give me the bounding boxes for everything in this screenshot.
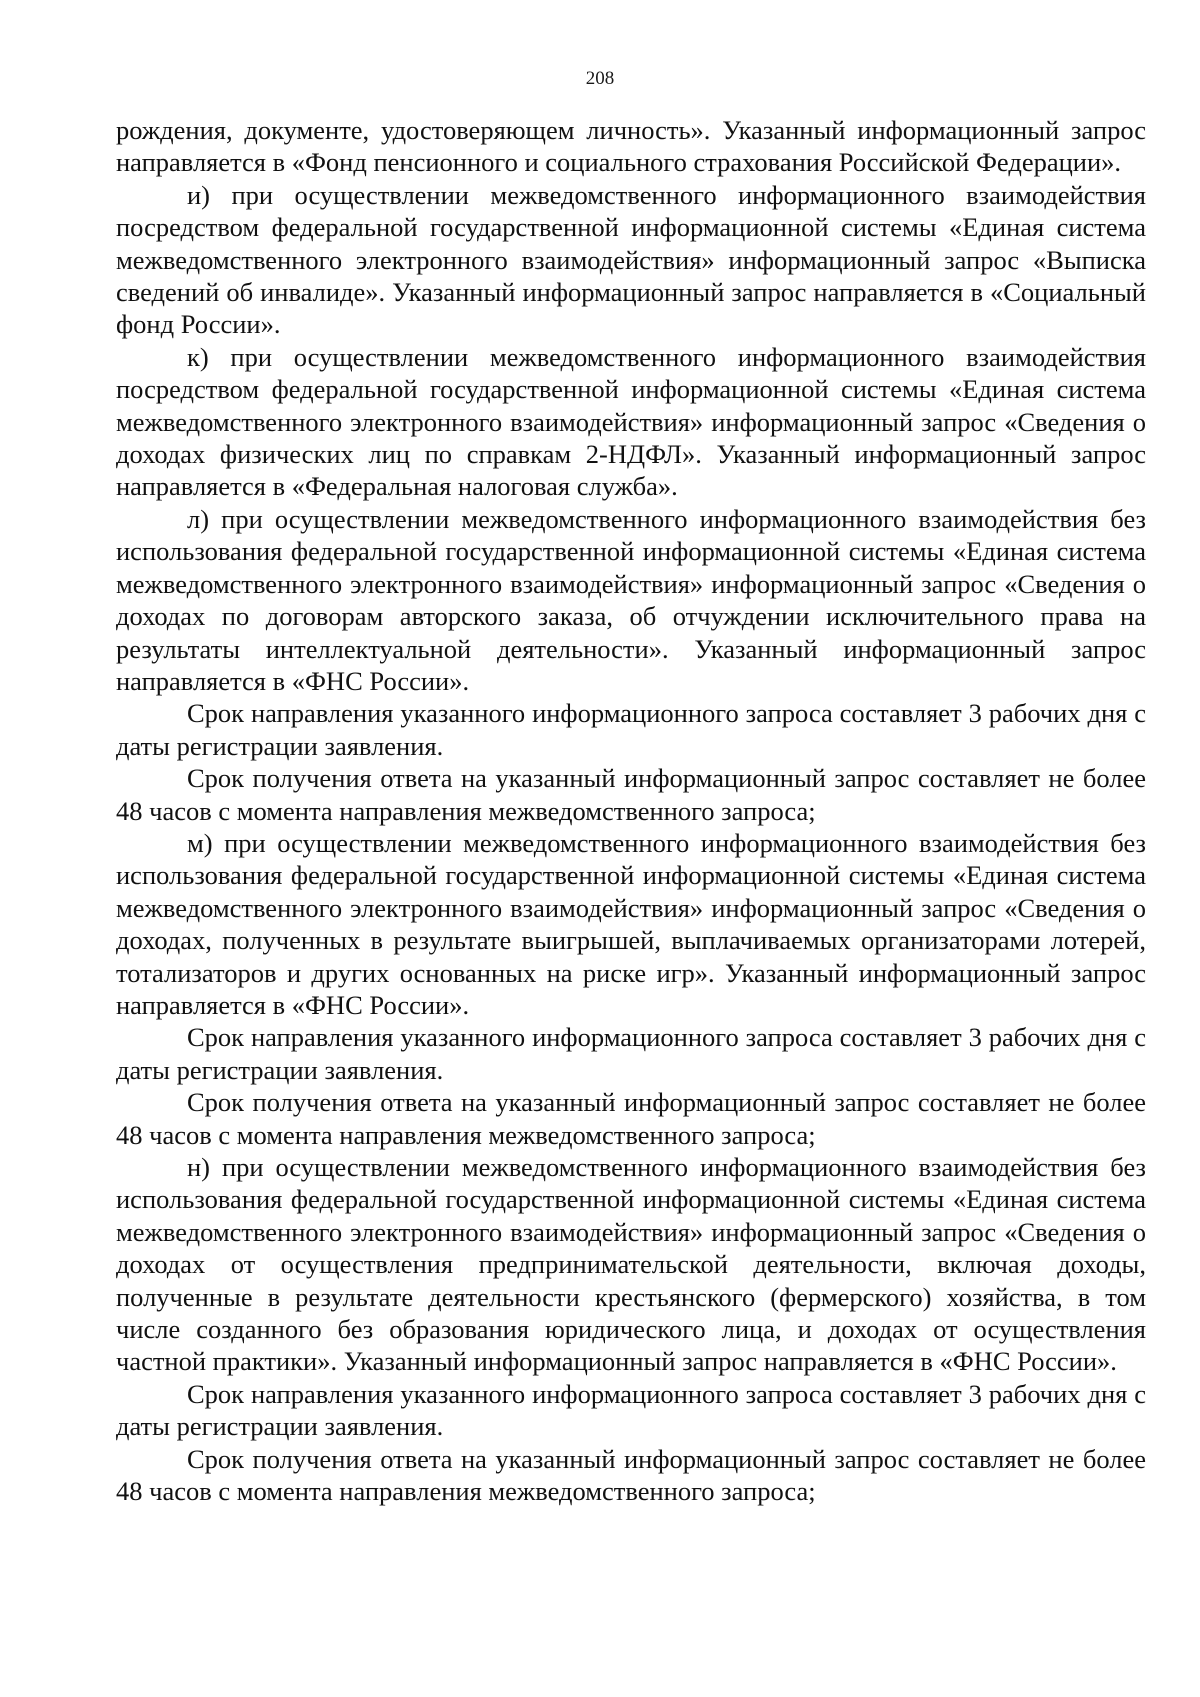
paragraph-request-deadline: Срок направления указанного информационного запроса составляет 3 рабочих дня с даты регистрации заявления. [116,698,1146,761]
paragraph-item-k: к) при осуществлении межведомственного информационного взаимодействия посредством федеральной государственной информационной системы «Единая система межведомственного электронного взаимодействия» информационный запрос «Сведения о доходах физических лиц по справкам 2-НДФЛ». Указанный информационный запрос направляется в «Федеральная налоговая служба». [116,341,1146,502]
paragraph-response-deadline: Срок получения ответа на указанный информационный запрос составляет не более 48 часов с момента направления межведомственного запроса; [116,1443,1146,1507]
paragraph-item-i: и) при осуществлении межведомственного информационного взаимодействия посредством федеральной государственной информационной системы «Единая система межведомственного электронного взаимодействия» информационный запрос «Выписка сведений об инвалиде». Указанный информационный запрос направляется в «Социальный фонд России». [116,179,1146,340]
document-body [116,114,1146,1507]
paragraph-response-deadline: Срок получения ответа на указанный информационный запрос составляет не более 48 часов с момента направления межведомственного запроса; [116,763,1146,826]
paragraph-request-deadline: Срок направления указанного информационного запроса составляет 3 рабочих дня с даты регистрации заявления. [116,1022,1146,1085]
paragraph-item-m: м) при осуществлении межведомственного информационного взаимодействия без использования федеральной государственной информационной системы «Единая система межведомственного электронного взаимодействия» информационный запрос «Сведения о доходах, полученных в результате выигрышей, выплачиваемых организаторами лотерей, тотализаторов и других основанных на риске игр». Указанный информационный запрос направляется в «ФНС России». [116,827,1146,1020]
paragraph-item-n: н) при осуществлении межведомственного информационного взаимодействия без использования федеральной государственной информационной системы «Единая система межведомственного электронного взаимодействия» информационный запрос «Сведения о доходах от осуществления предпринимательской деятельности, включая доходы, полученные в результате деятельности крестьянского (фермерского) хозяйства, в том числе созданного без образования юридического лица, и доходах от осуществления частной практики». Указанный информационный запрос направляется в «ФНС России». [116,1152,1146,1377]
paragraph-continuation: рождения, документе, удостоверяющем личность». Указанный информационный запрос направляется в «Фонд пенсионного и социального страхования Российской Федерации». [116,115,1146,178]
paragraph-response-deadline: Срок получения ответа на указанный информационный запрос составляет не более 48 часов с момента направления межведомственного запроса; [116,1087,1146,1150]
paragraph-item-l: л) при осуществлении межведомственного информационного взаимодействия без использования федеральной государственной информационной системы «Единая система межведомственного электронного взаимодействия» информационный запрос «Сведения о доходах по договорам авторского заказа, об отчуждении исключительного права на результаты интеллектуальной деятельности». Указанный информационный запрос направляется в «ФНС России». [116,503,1146,696]
paragraph-request-deadline: Срок направления указанного информационного запроса составляет 3 рабочих дня с даты регистрации заявления. [116,1378,1146,1442]
page-number: 208 [585,68,615,89]
